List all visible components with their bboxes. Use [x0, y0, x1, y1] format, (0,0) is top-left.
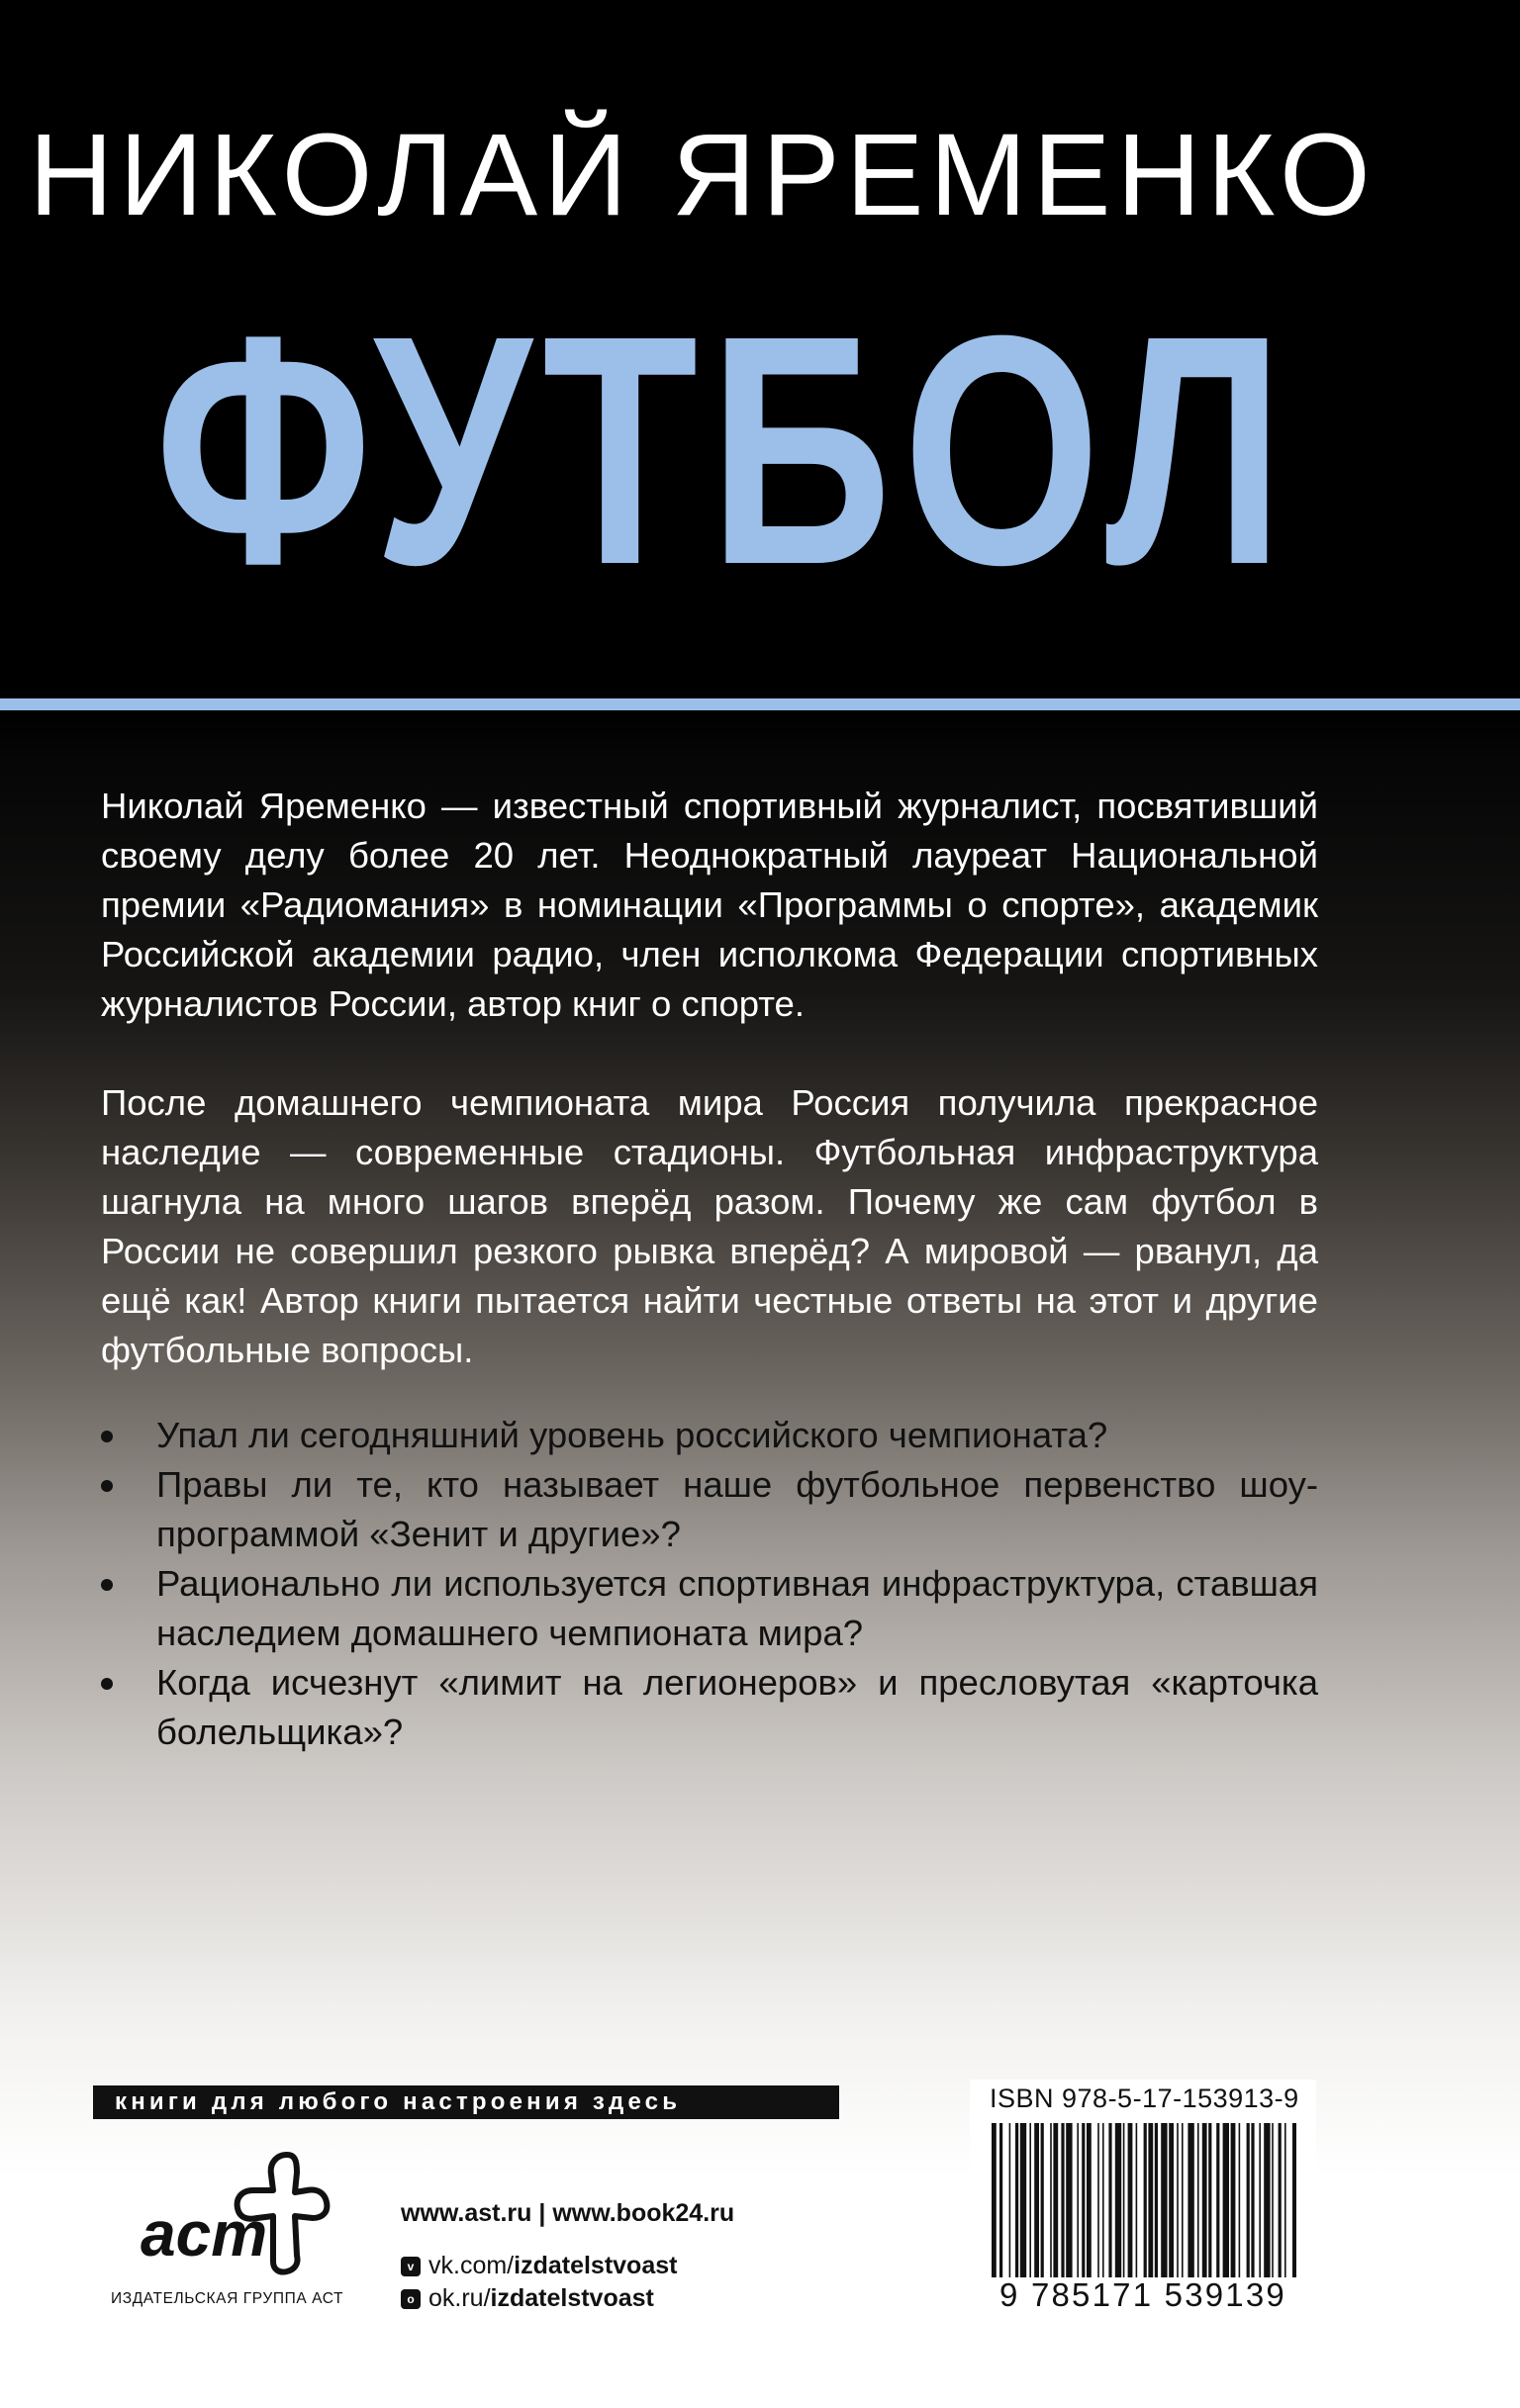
isbn-barcode-panel — [970, 2080, 1316, 2315]
question-text: Когда исчезнут «лимит на легионеров» и пресловутая «карточка болельщика»? — [156, 1662, 1318, 1752]
barcode-bar — [1264, 2123, 1270, 2277]
barcode-bar — [1015, 2123, 1018, 2277]
publisher-group-name: ИЗДАТЕЛЬСКАЯ ГРУППА АСТ — [111, 2290, 344, 2307]
barcode-bar — [1251, 2123, 1254, 2277]
publisher-websites[interactable]: www.ast.ru | www.book24.ru — [401, 2199, 735, 2227]
ok-prefix: ok.ru/ — [428, 2284, 491, 2312]
barcode-bar — [1144, 2123, 1147, 2277]
bullet-icon — [101, 1579, 113, 1591]
barcode-bar — [1188, 2123, 1193, 2277]
vk-prefix: vk.com/ — [428, 2252, 515, 2279]
questions-list — [101, 1411, 1318, 1757]
barcode-bar — [1182, 2123, 1184, 2277]
barcode-bar — [1053, 2123, 1058, 2277]
list-item — [101, 1658, 1318, 1757]
barcode-bar — [1202, 2123, 1207, 2277]
barcode-bar — [1097, 2123, 1099, 2277]
barcode-bar — [1169, 2123, 1174, 2277]
book-title: ФУТБОЛ — [154, 267, 1295, 632]
barcode-bar — [999, 2123, 1002, 2277]
barcode-bar — [1279, 2123, 1282, 2277]
logo-text: аст — [141, 2198, 268, 2269]
barcode-bar — [1108, 2123, 1111, 2277]
barcode-bar — [1009, 2123, 1011, 2277]
barcode-bar — [1077, 2123, 1079, 2277]
list-item — [101, 1411, 1318, 1460]
ok-icon: o — [401, 2289, 421, 2309]
barcode-bar — [1066, 2123, 1072, 2277]
barcode-bar — [1050, 2123, 1052, 2277]
divider-line — [0, 698, 1520, 710]
ok-link[interactable] — [401, 2284, 654, 2313]
barcode-bar — [1223, 2123, 1229, 2277]
barcode-bar — [1247, 2123, 1250, 2277]
author-bio: Николай Яременко — известный спортивный журналист, посвятивший своему делу более 20 лет. Неоднократный лауреат Национальной премии «Радиомания» в номинации «Программы о спорте», академик Российской академии радио, член исполкома Федерации спортивных журналистов России, автор книг о спорте. — [101, 786, 1318, 1024]
question-text: Рационально ли используется спортивная инфраструктура, ставшая наследием домашнего чемпионата мира? — [156, 1563, 1318, 1653]
vk-icon: v — [401, 2257, 421, 2276]
isbn-label: ISBN 978-5-17-153913-9 — [990, 2084, 1299, 2113]
question-text: Правы ли те, кто называет наше футбольное первенство шоу-программой «Зенит и другие»? — [156, 1464, 1318, 1554]
ok-handle: izdatelstvoast — [490, 2284, 654, 2312]
barcode-bar — [1087, 2123, 1092, 2277]
barcode-digits: 9 785171 539139 — [999, 2276, 1286, 2313]
barcode-bar — [1177, 2123, 1179, 2277]
author-name: НИКОЛАЙ ЯРЕМЕНКО — [29, 110, 1377, 240]
barcode-bar — [1284, 2123, 1286, 2277]
barcode-bar — [1115, 2123, 1121, 2277]
barcode-bar — [1231, 2123, 1236, 2277]
barcode-bar — [1161, 2123, 1167, 2277]
barcode-bar — [1128, 2123, 1133, 2277]
barcode-bar — [1292, 2123, 1296, 2277]
barcode-bar — [1029, 2123, 1031, 2277]
barcode-bar — [992, 2123, 997, 2277]
barcode-bar — [1148, 2123, 1153, 2277]
barcode-bar — [1272, 2123, 1274, 2277]
publisher-slogan: книги для любого настроения здесь — [93, 2085, 839, 2119]
bullet-icon — [101, 1480, 113, 1492]
list-item — [101, 1460, 1318, 1559]
ast-logo-icon — [139, 2147, 336, 2275]
bullet-icon — [101, 1678, 113, 1690]
barcode-bar — [1259, 2123, 1261, 2277]
vk-handle: izdatelstvoast — [514, 2252, 678, 2279]
book-description: После домашнего чемпионата мира Россия получила прекрасное наследие — современные стадионы. Футбольная инфраструктура шагнула на много шагов вперёд разом. Почему же сам футбол в России не совершил резкого рывка вперёд? А мировой — рванул, да ещё как! Автор книги пытается найти честные ответы на этот и другие футбольные вопросы. — [101, 1082, 1318, 1370]
list-item — [101, 1559, 1318, 1658]
barcode-bar — [1061, 2123, 1064, 2277]
bullet-icon — [101, 1431, 113, 1442]
barcode-icon — [990, 2123, 1296, 2277]
barcode-bar — [1034, 2123, 1039, 2277]
barcode-bar — [1136, 2123, 1138, 2277]
barcode-bar — [1102, 2123, 1104, 2277]
barcode-bar — [1208, 2123, 1211, 2277]
barcode-bar — [1020, 2123, 1026, 2277]
vk-link[interactable] — [401, 2252, 677, 2280]
barcode-bar — [1123, 2123, 1125, 2277]
barcode-bar — [1239, 2123, 1241, 2277]
barcode-bar — [1155, 2123, 1158, 2277]
barcode-bar — [1082, 2123, 1085, 2277]
barcode-bar — [1216, 2123, 1219, 2277]
barcode-bar — [1041, 2123, 1044, 2277]
question-text: Упал ли сегодняшний уровень российского чемпионата? — [156, 1415, 1108, 1455]
barcode-bar — [1197, 2123, 1199, 2277]
